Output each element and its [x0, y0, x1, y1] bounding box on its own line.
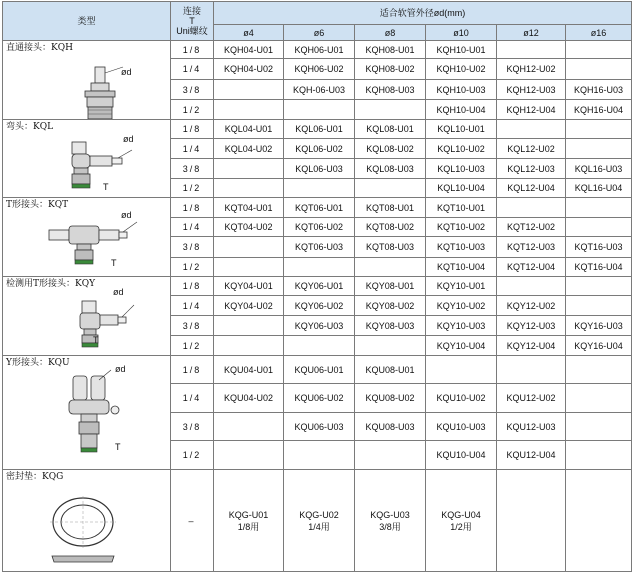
part-number-cell: KQH06-U01 [284, 41, 355, 59]
part-number-cell [355, 100, 426, 120]
part-number-cell [214, 316, 284, 336]
header-connection-line2: T [189, 16, 195, 26]
header-connection-line1: 连接 [182, 6, 201, 16]
header-type: 类型 [3, 2, 171, 41]
table-row [3, 41, 632, 59]
part-number-cell: KQT10-U04 [426, 258, 497, 277]
thread-size: 1/2 [171, 100, 214, 120]
part-number-cell: KQH10-U01 [426, 41, 497, 59]
seal-part-cell [284, 470, 355, 572]
part-number-cell: KQY06-U01 [284, 277, 355, 296]
seal-part-cell [214, 470, 284, 572]
part-number-cell [497, 277, 566, 296]
part-number-cell: KQT10-U02 [426, 218, 497, 237]
part-number-cell: KQU06-U02 [284, 384, 355, 413]
part-number-cell: KQU06-U03 [284, 413, 355, 441]
table-row [3, 198, 632, 218]
part-number-cell: KQT08-U03 [355, 237, 426, 258]
part-number-cell: KQT12-U04 [497, 258, 566, 277]
part-number-cell [284, 336, 355, 356]
table-row [3, 120, 632, 139]
part-number-cell [214, 413, 284, 441]
part-number-cell [355, 441, 426, 470]
part-number-cell: KQT10-U01 [426, 198, 497, 218]
part-number-cell [566, 296, 632, 316]
thread-size: 1/2 [171, 179, 214, 198]
fitting-type-label: 检测用T形接头：KQY [6, 279, 96, 289]
part-number-cell: KQU10-U04 [426, 441, 497, 470]
part-number-cell: KQU08-U02 [355, 384, 426, 413]
thread-size: 1/2 [171, 258, 214, 277]
fitting-type-label: Y形接头：KQU [6, 358, 70, 368]
part-number-cell: KQT06-U01 [284, 198, 355, 218]
part-number-cell: KQY10-U01 [426, 277, 497, 296]
part-number-cell: KQT12-U03 [497, 237, 566, 258]
part-number-cell: KQT08-U01 [355, 198, 426, 218]
part-number-cell: KQH-06-U03 [284, 80, 355, 100]
thread-size: 3/8 [171, 413, 214, 441]
fitting-type-cell [3, 198, 171, 277]
thread-size: 1/2 [171, 441, 214, 470]
header-size: ø12 [497, 25, 566, 41]
thread-size: 3/8 [171, 237, 214, 258]
thread-size: 3/8 [171, 316, 214, 336]
part-number-cell: KQL06-U02 [284, 139, 355, 159]
header-size: ø8 [355, 25, 426, 41]
fitting-type-label: 直通接头：KQH [6, 43, 73, 53]
part-number-cell [566, 139, 632, 159]
seal-part-cell [426, 470, 497, 572]
thread-size: 1/8 [171, 356, 214, 384]
header-size: ø4 [214, 25, 284, 41]
part-number-cell [284, 100, 355, 120]
part-number-cell: KQL04-U02 [214, 139, 284, 159]
part-number-cell: KQH12-U04 [497, 100, 566, 120]
part-number-cell: KQU08-U03 [355, 413, 426, 441]
part-number-cell: KQY10-U02 [426, 296, 497, 316]
thread-size: 1/4 [171, 59, 214, 80]
dimension-label-t: T [103, 182, 109, 192]
fitting-type-label: T形接头：KQT [6, 200, 69, 210]
dimension-label-d: ød [115, 364, 126, 374]
dimension-label-t: T [93, 335, 99, 345]
dimension-label-d: ød [123, 134, 134, 144]
fitting-type-cell [3, 356, 171, 470]
seal-part-cell [497, 470, 566, 572]
part-number-cell [566, 120, 632, 139]
part-number-cell: KQY10-U04 [426, 336, 497, 356]
header-connection-line3: Uni螺纹 [176, 26, 208, 36]
part-number-cell: KQH10-U02 [426, 59, 497, 80]
part-number-cell: KQY08-U01 [355, 277, 426, 296]
seal-part-cell [355, 470, 426, 572]
part-number-cell: KQT04-U01 [214, 198, 284, 218]
part-number-cell [214, 237, 284, 258]
seal-type-cell [3, 470, 171, 572]
seal-part-note: 3/8用 [379, 521, 401, 532]
dimension-label-t: T [115, 442, 121, 452]
thread-size: 3/8 [171, 80, 214, 100]
thread-size: 1/4 [171, 296, 214, 316]
part-number-cell: KQY06-U02 [284, 296, 355, 316]
part-number-cell [566, 198, 632, 218]
part-number-cell: KQT16-U04 [566, 258, 632, 277]
table-row [3, 277, 632, 296]
part-number-cell: KQU04-U01 [214, 356, 284, 384]
part-number-cell: KQY04-U02 [214, 296, 284, 316]
part-number-cell: KQU10-U03 [426, 413, 497, 441]
part-number-cell: KQU12-U04 [497, 441, 566, 470]
fitting-type-cell [3, 277, 171, 356]
part-number-cell [214, 159, 284, 179]
part-number-cell [566, 441, 632, 470]
part-number-cell: KQL16-U03 [566, 159, 632, 179]
part-number-cell: KQY12-U02 [497, 296, 566, 316]
part-number-cell [497, 198, 566, 218]
header-tube-od: 适合软管外径ød(mm) [214, 2, 632, 25]
part-number-cell: KQH08-U03 [355, 80, 426, 100]
part-number-cell: KQT06-U03 [284, 237, 355, 258]
fitting-type-label: 弯头：KQL [6, 122, 54, 132]
thread-size: – [171, 470, 214, 572]
thread-size: 1/4 [171, 218, 214, 237]
part-number-cell: KQL10-U04 [426, 179, 497, 198]
seal-row [3, 470, 632, 572]
thread-size: 1/8 [171, 120, 214, 139]
straight-fitting-icon [53, 63, 163, 120]
part-number-cell [497, 120, 566, 139]
part-number-cell: KQY06-U03 [284, 316, 355, 336]
part-number-cell [566, 277, 632, 296]
part-number-cell [284, 441, 355, 470]
seal-part-note: 1/2用 [450, 521, 472, 532]
yjoint-fitting-icon [53, 366, 163, 458]
part-number-cell: KQU06-U01 [284, 356, 355, 384]
part-number-cell [214, 336, 284, 356]
part-number-cell [566, 41, 632, 59]
part-number-cell: KQY08-U02 [355, 296, 426, 316]
part-number-cell: KQY10-U03 [426, 316, 497, 336]
dimension-label-d: ød [121, 67, 132, 77]
part-number-cell: KQU12-U02 [497, 384, 566, 413]
part-number-cell [566, 384, 632, 413]
thread-size: 1/4 [171, 384, 214, 413]
part-number-cell: KQH12-U02 [497, 59, 566, 80]
part-number-cell: KQH08-U01 [355, 41, 426, 59]
part-number-cell: KQL08-U02 [355, 139, 426, 159]
part-number-cell [214, 100, 284, 120]
part-number-cell: KQU08-U01 [355, 356, 426, 384]
thread-size: 1/8 [171, 198, 214, 218]
part-number-cell [355, 336, 426, 356]
part-number-cell [426, 356, 497, 384]
part-number-cell: KQY12-U03 [497, 316, 566, 336]
part-number-cell: KQL06-U01 [284, 120, 355, 139]
part-number-cell [214, 179, 284, 198]
thread-size: 1/8 [171, 41, 214, 59]
part-number-cell: KQH16-U04 [566, 100, 632, 120]
part-number-cell: KQH08-U02 [355, 59, 426, 80]
tee-fitting-icon [43, 210, 153, 276]
header-size: ø16 [566, 25, 632, 41]
part-number-cell: KQL10-U03 [426, 159, 497, 179]
header-connection [171, 2, 214, 41]
seal-part-code: KQG-U04 [441, 509, 481, 520]
part-number-cell: KQL12-U02 [497, 139, 566, 159]
part-number-cell: KQU12-U03 [497, 413, 566, 441]
part-number-cell: KQH16-U03 [566, 80, 632, 100]
thread-size: 3/8 [171, 159, 214, 179]
header-size: ø6 [284, 25, 355, 41]
part-number-cell: KQL08-U01 [355, 120, 426, 139]
fitting-type-cell [3, 41, 171, 120]
part-number-cell: KQT08-U02 [355, 218, 426, 237]
part-number-cell: KQL10-U01 [426, 120, 497, 139]
thread-size: 1/4 [171, 139, 214, 159]
seal-type-label: 密封垫：KQG [6, 472, 64, 482]
dimension-label-d: ød [113, 287, 124, 297]
part-number-cell [214, 80, 284, 100]
part-number-cell: KQU10-U02 [426, 384, 497, 413]
part-number-cell: KQL08-U03 [355, 159, 426, 179]
part-number-cell [284, 258, 355, 277]
part-number-cell: KQL04-U01 [214, 120, 284, 139]
part-number-cell: KQL06-U03 [284, 159, 355, 179]
part-number-cell: KQH10-U04 [426, 100, 497, 120]
part-number-cell: KQH04-U01 [214, 41, 284, 59]
seal-part-code: KQG-U01 [228, 509, 269, 520]
part-number-cell: KQH10-U03 [426, 80, 497, 100]
part-number-cell: KQY12-U04 [497, 336, 566, 356]
seal-part-code: KQG-U03 [370, 509, 410, 520]
part-number-cell: KQT16-U03 [566, 237, 632, 258]
dimension-label-t: T [111, 258, 117, 268]
part-number-cell: KQL12-U04 [497, 179, 566, 198]
part-number-cell: KQY04-U01 [214, 277, 284, 296]
part-number-cell [497, 356, 566, 384]
part-number-cell: KQU04-U02 [214, 384, 284, 413]
part-number-cell: KQL12-U03 [497, 159, 566, 179]
part-number-cell: KQL10-U02 [426, 139, 497, 159]
thread-size: 1/2 [171, 336, 214, 356]
part-number-cell: KQH12-U03 [497, 80, 566, 100]
part-number-cell: KQT10-U03 [426, 237, 497, 258]
part-number-cell [566, 356, 632, 384]
table-row [3, 356, 632, 384]
fitting-spec-table [2, 1, 632, 572]
part-number-cell [214, 441, 284, 470]
seal-part-cell [566, 470, 632, 572]
dimension-label-d: ød [121, 210, 132, 220]
part-number-cell: KQT04-U02 [214, 218, 284, 237]
spec-body [3, 41, 632, 572]
seal-part-note: 1/4用 [308, 521, 330, 532]
thread-size: 1/8 [171, 277, 214, 296]
part-number-cell [355, 258, 426, 277]
seal-part-code: KQG-U02 [299, 509, 339, 520]
part-number-cell [214, 258, 284, 277]
part-number-cell: KQT06-U02 [284, 218, 355, 237]
part-number-cell [566, 413, 632, 441]
part-number-cell: KQH04-U02 [214, 59, 284, 80]
part-number-cell [566, 218, 632, 237]
part-number-cell: KQT12-U02 [497, 218, 566, 237]
part-number-cell: KQY16-U03 [566, 316, 632, 336]
part-number-cell [497, 41, 566, 59]
part-number-cell [355, 179, 426, 198]
header-size: ø10 [426, 25, 497, 41]
part-number-cell: KQH06-U02 [284, 59, 355, 80]
part-number-cell [566, 59, 632, 80]
part-number-cell [284, 179, 355, 198]
fitting-type-cell [3, 120, 171, 198]
part-number-cell: KQL16-U04 [566, 179, 632, 198]
tee2-fitting-icon [58, 295, 168, 356]
seal-part-note: 1/8用 [237, 521, 260, 532]
part-number-cell: KQY08-U03 [355, 316, 426, 336]
seal-fitting-icon [28, 490, 138, 566]
part-number-cell: KQY16-U04 [566, 336, 632, 356]
